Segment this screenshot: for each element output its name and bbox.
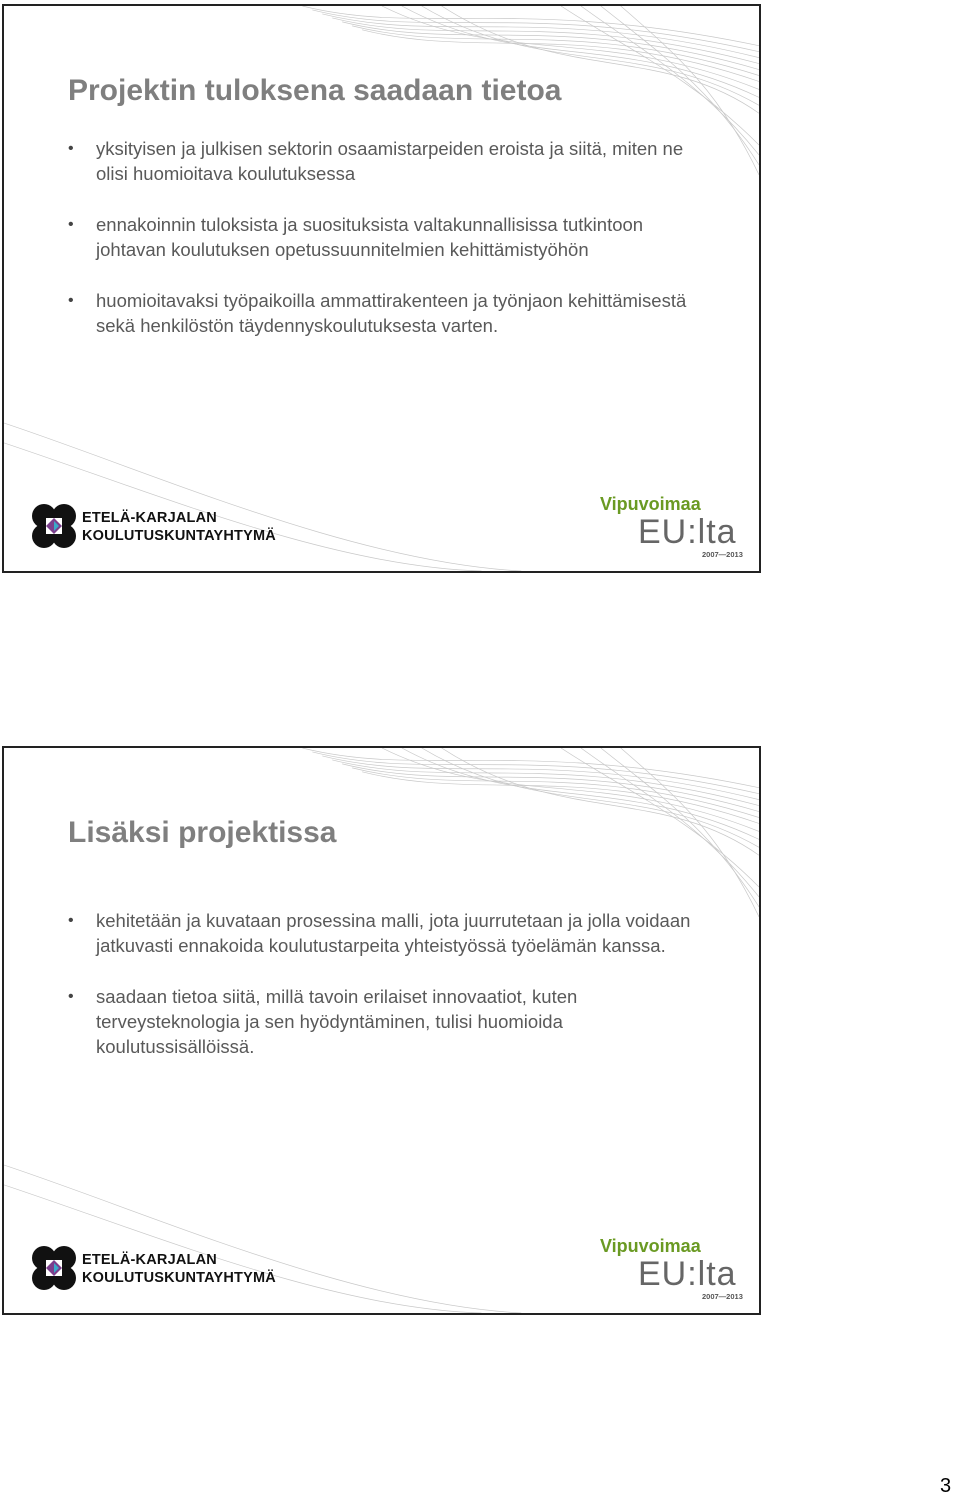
bullet-icon: •: [68, 988, 74, 1005]
etela-karjalan-logo: [30, 502, 280, 554]
slide-1: [2, 4, 761, 573]
bullet-icon: •: [68, 140, 74, 157]
bullet-icon: •: [68, 216, 74, 233]
bullet-text: yksityisen ja julkisen sektorin osaamistarpeiden eroista ja siitä, miten ne olisi huomioitava koulutuksessa: [96, 138, 684, 184]
bullet-icon: •: [68, 292, 74, 309]
page-number: 3: [940, 1475, 952, 1497]
list-item: [68, 984, 708, 1059]
bullet-text: ennakoinnin tuloksista ja suosituksista valtakunnallisissa tutkintoon johtavan koulutuksen opetussuunnitelmien kehittämistyöhön: [96, 214, 644, 260]
list-item: [68, 908, 708, 958]
slide-title: Projektin tuloksena saadaan tietoa: [68, 74, 562, 107]
logo-text: ETELÄ-KARJALAN KOULUTUSKUNTAYHTYMÄ: [82, 510, 276, 544]
list-item: [68, 288, 708, 338]
slide-title: Lisäksi projektissa: [68, 816, 337, 849]
bullet-text: kehitetään ja kuvataan prosessina malli, jota juurrutetaan ja jolla voidaan jatkuvasti ennakoida koulutustarpeita yhteistyössä työelämän kanssa.: [96, 910, 691, 956]
bullet-text: saadaan tietoa siitä, millä tavoin erilaiset innovaatiot, kuten terveysteknologia ja sen hyödyntäminen, tulisi huomioida koulutussisällöissä.: [96, 986, 578, 1057]
vipuvoimaa-logo: Vipuvoimaa EU:lta 2007—2013: [600, 494, 743, 559]
bullet-list: [68, 136, 708, 364]
bullet-text: huomioitavaksi työpaikoilla ammattirakenteen ja työnjaon kehittämisestä sekä henkilöstön täydennyskoulutuksesta varten.: [96, 290, 687, 336]
list-item: [68, 212, 708, 262]
list-item: [68, 136, 708, 186]
slide-2: [2, 746, 761, 1315]
bullet-list: [68, 908, 708, 1085]
bullet-icon: •: [68, 912, 74, 929]
clover-logo-icon: [30, 502, 78, 550]
vipuvoimaa-logo: Vipuvoimaa EU:lta 2007—2013: [600, 1236, 743, 1301]
etela-karjalan-logo: [30, 1244, 280, 1296]
clover-logo-icon: [30, 1244, 78, 1292]
logo-text: ETELÄ-KARJALAN KOULUTUSKUNTAYHTYMÄ: [82, 1252, 276, 1286]
